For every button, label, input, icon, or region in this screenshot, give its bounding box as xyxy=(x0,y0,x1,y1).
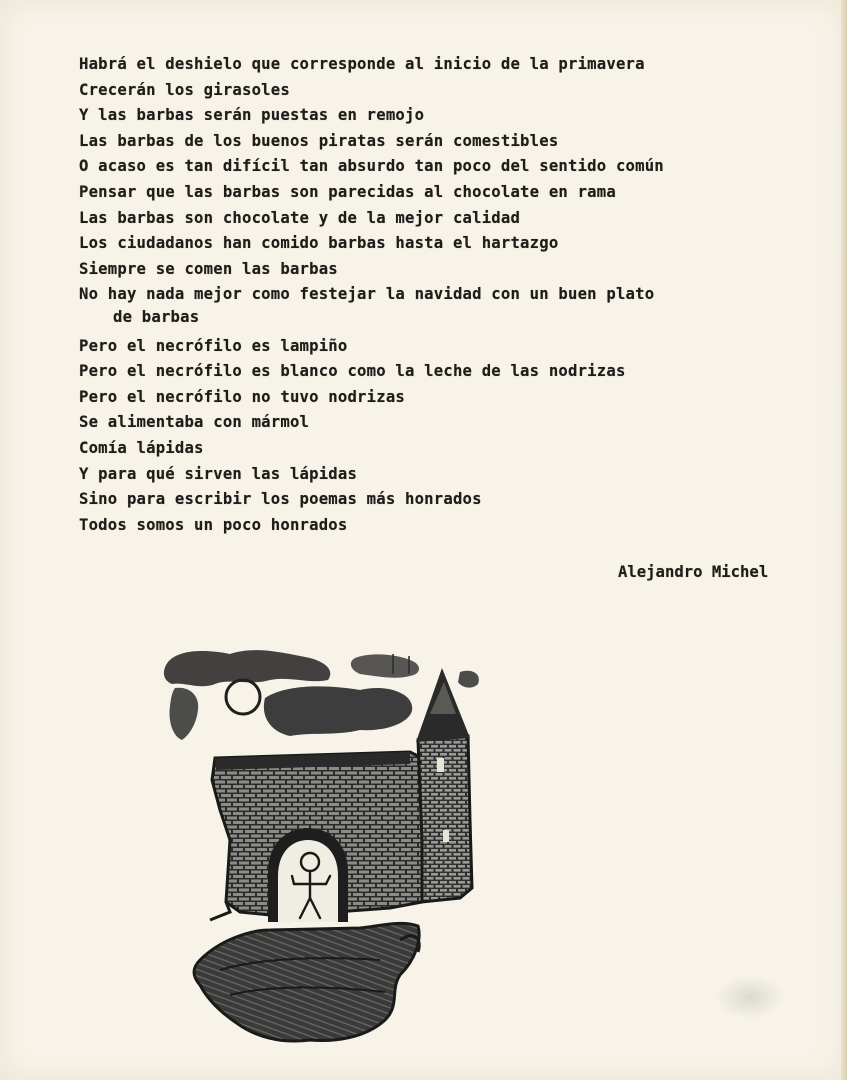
poem-line: Pensar que las barbas son parecidas al chocolate en rama xyxy=(79,182,616,201)
poem-line: Las barbas de los buenos piratas serán comestibles xyxy=(79,131,559,150)
paper-smudge xyxy=(715,975,785,1020)
poem-line: Siempre se comen las barbas xyxy=(79,259,338,278)
poem-line: Pero el necrófilo es lampiño xyxy=(79,336,348,355)
poem-line: Todos somos un poco honrados xyxy=(79,515,348,534)
poem xyxy=(79,52,799,538)
poem-line: Pero el necrófilo no tuvo nodrizas xyxy=(79,387,405,406)
poem-line: O acaso es tan difícil tan absurdo tan poco del sentido común xyxy=(79,157,664,176)
poem-line: Sino para escribir los poemas más honrados xyxy=(79,490,482,509)
poem-line: Comía lápidas xyxy=(79,438,204,457)
castle-tower xyxy=(418,736,472,902)
author-signature: Alejandro Michel xyxy=(618,563,769,581)
page-edge xyxy=(841,0,847,1080)
poem-line: Y las barbas serán puestas en remojo xyxy=(79,106,425,125)
poem-line: No hay nada mejor como festejar la navidad con un buen plato xyxy=(79,285,655,304)
poem-line: Crecerán los girasoles xyxy=(79,80,290,99)
poem-line: Habrá el deshielo que corresponde al inicio de la primavera xyxy=(79,55,645,73)
poem-line: Se alimentaba con mármol xyxy=(79,413,310,432)
poem-line: Las barbas son chocolate y de la mejor calidad xyxy=(79,208,521,227)
poem-line: Los ciudadanos han comido barbas hasta el hartazgo xyxy=(79,234,559,253)
castle-woodcut-illustration xyxy=(160,640,490,1060)
poem-line-continuation: de barbas xyxy=(113,307,200,326)
poem-line: Pero el necrófilo es blanco como la leche de las nodrizas xyxy=(79,362,626,381)
moon xyxy=(226,680,260,714)
poem-line: Y para qué sirven las lápidas xyxy=(79,464,358,483)
rocky-ground xyxy=(194,923,419,1041)
